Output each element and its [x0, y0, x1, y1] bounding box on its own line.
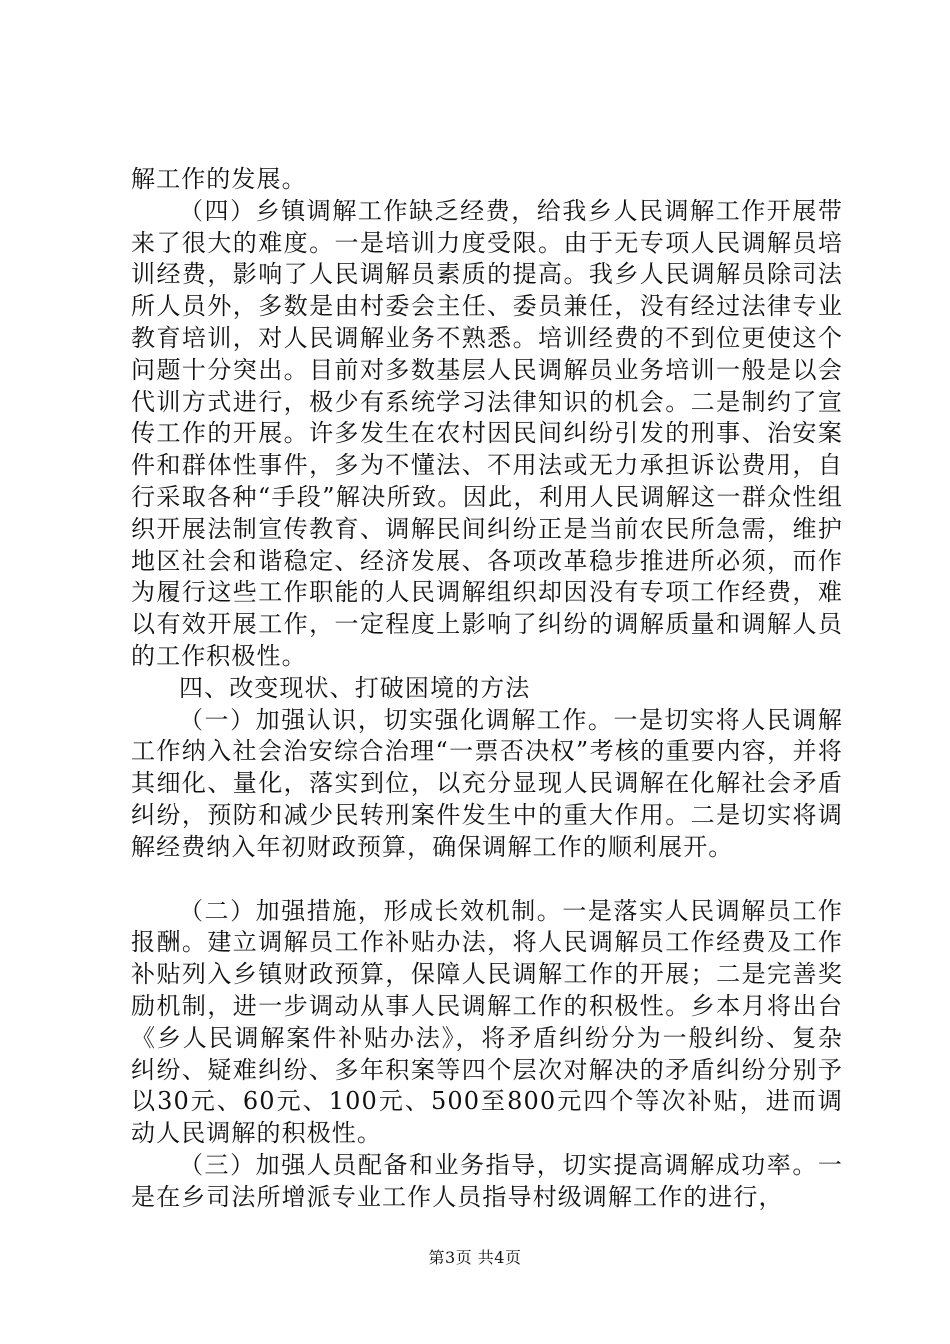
paragraph-strengthen-awareness: （一）加强认识，切实强化调解工作。一是切实将人民调解工作纳入社会治安综合治理“一票否决权”考核的重要内容，并将其细化、量化，落实到位，以充分显现人民调解在化解社会矛盾纠纷，预防和减少民转刑案件发生中的重大作用。二是切实将调解经费纳入年初财政预算，确保调解工作的顺利展开。	[131, 705, 843, 861]
document-body	[131, 164, 843, 1214]
page-number-footer: 第3页 共4页	[428, 1248, 522, 1267]
paragraph-staffing-guidance: （三）加强人员配备和业务指导，切实提高调解成功率。一是在乡司法所增派专业工作人员指导村级调解工作的进行，	[131, 1150, 843, 1211]
paragraph-strengthen-measures: （二）加强措施，形成长效机制。一是落实人民调解员工作报酬。建立调解员工作补贴办法，将人民调解员工作经费及工作补贴列入乡镇财政预算，保障人民调解工作的开展；二是完善奖励机制，进一步调动从事人民调解工作的积极性。乡本月将出台《乡人民调解案件补贴办法》，将矛盾纠纷分为一般纠纷、复杂纠纷、疑难纠纷、多年积案等四个层次对解决的矛盾纠纷分别予以30元、60元、100元、500至800元四个等次补贴，进而调动人民调解的积极性。	[131, 896, 843, 1148]
paragraph-continuation: 解工作的发展。	[131, 165, 307, 193]
paragraph-spacer	[131, 864, 843, 896]
section-heading-methods: 四、改变现状、打破困境的方法	[179, 673, 531, 702]
paragraph-funding-shortage: （四）乡镇调解工作缺乏经费，给我乡人民调解工作开展带来了很大的难度。一是培训力度受限。由于无专项人民调解员培训经费，影响了人民调解员素质的提高。我乡人民调解员除司法所人员外，多数是由村委会主任、委员兼任，没有经过法律专业教育培训，对人民调解业务不熟悉。培训经费的不到位更使这个问题十分突出。目前对多数基层人民调解员业务培训一般是以会代训方式进行，极少有系统学习法律知识的机会。二是制约了宣传工作的开展。许多发生在农村因民间纠纷引发的刑事、治安案件和群体性事件，多为不懂法、不用法或无力承担诉讼费用，自行采取各种“手段”解决所致。因此，利用人民调解这一群众性组织开展法制宣传教育、调解民间纠纷正是当前农民所急需，维护地区社会和谐稳定、经济发展、各项改革稳步推进所必须，而作为履行这些工作职能的人民调解组织却因没有专项工作经费，难以有效开展工作，一定程度上影响了纠纷的调解质量和调解人员的工作积极性。	[131, 196, 843, 670]
